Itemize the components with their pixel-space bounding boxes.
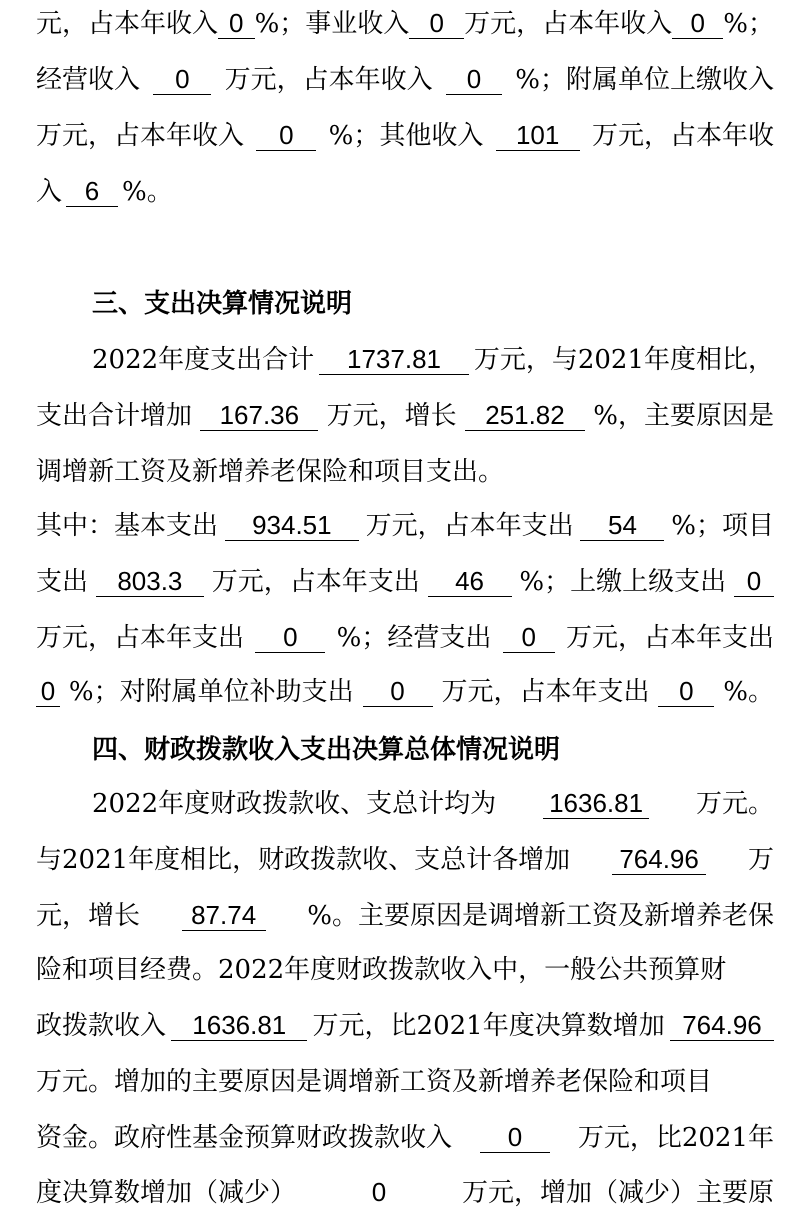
blank-value: 0 — [255, 622, 325, 653]
text: 万 — [747, 845, 774, 875]
blank-value: 101 — [496, 120, 580, 151]
blank-value: 0 — [734, 566, 774, 597]
text: 万元，占本年支出 — [211, 567, 420, 597]
text: 万元，占本年收入 — [464, 9, 673, 39]
text: %；事业收入 — [254, 9, 410, 39]
section-heading — [92, 284, 774, 324]
text: 2022年度财政拨款收、支总计均为 — [92, 789, 497, 819]
text-line — [36, 840, 774, 880]
text-line — [92, 340, 774, 380]
section-heading — [92, 730, 774, 770]
text: 万元，占本年支出 — [365, 511, 574, 541]
blank-value: 0 — [480, 1122, 550, 1153]
text-line — [36, 4, 774, 44]
text-line — [36, 672, 774, 712]
text-line — [36, 1006, 774, 1046]
text: %；附属单位上缴收入 — [515, 65, 774, 95]
text: 万元，占本年收入 — [224, 65, 433, 95]
text: %。 — [122, 177, 173, 207]
text: 支出合计增加 — [36, 401, 193, 431]
blank-value: 46 — [428, 566, 512, 597]
text: 万元。 — [695, 789, 774, 819]
text: %； — [723, 9, 774, 39]
text-line — [36, 396, 774, 436]
blank-value: 764.96 — [670, 1010, 774, 1041]
blank-value: 0 — [446, 64, 502, 95]
blank-value: 0 — [658, 676, 714, 707]
text: %；对附属单位补助支出 — [68, 677, 354, 707]
text: 元，增长 — [36, 901, 141, 931]
text-line — [36, 896, 774, 936]
blank-value: 0 — [503, 622, 555, 653]
blank-value: 934.51 — [225, 510, 359, 541]
blank-value: 167.36 — [200, 400, 318, 431]
text: 万元，占本年收 — [591, 121, 774, 151]
text: 政拨款收入 — [36, 1011, 167, 1041]
blank-value: 54 — [580, 510, 664, 541]
blank-value: 0 — [153, 64, 211, 95]
text: 万元，与2021年度相比， — [473, 345, 774, 375]
text: 2022年度支出合计 — [92, 345, 315, 375]
text: %；经营支出 — [336, 623, 492, 653]
text: 经营收入 — [36, 65, 141, 95]
blank-value: 87.74 — [182, 900, 266, 931]
text: 元，占本年收入 — [36, 9, 219, 39]
text: 万元，占本年支出 — [565, 623, 774, 653]
text: %。 — [723, 677, 774, 707]
text: 万元，比2021年 — [577, 1123, 774, 1153]
text: 万元，增长 — [326, 401, 457, 431]
text-line — [92, 784, 774, 824]
blank-value: 1636.81 — [543, 788, 649, 819]
blank-value: 0 — [256, 120, 316, 151]
text-line — [36, 1062, 774, 1102]
blank-value: 803.3 — [96, 566, 204, 597]
text: 支出 — [36, 567, 89, 597]
text-line — [36, 562, 774, 602]
heading-text: 四、财政拨款收入支出决算总体情况说明 — [92, 735, 561, 765]
text: %，主要原因是 — [593, 401, 774, 431]
text: 调增新工资及新增养老保险和项目支出。 — [36, 457, 505, 487]
text: 万元，占本年支出 — [36, 623, 245, 653]
text-line — [36, 1172, 774, 1212]
text: 万元，占本年收入 — [36, 121, 245, 151]
text-line — [36, 506, 774, 546]
text-line — [36, 60, 774, 100]
text: 万元，增加（减少）主要原 — [461, 1178, 774, 1208]
heading-text: 三、支出决算情况说明 — [92, 289, 353, 319]
blank-value: 764.96 — [612, 844, 706, 875]
text: 其中：基本支出 — [36, 511, 219, 541]
text: 险和项目经费。2022年度财政拨款收入中，一般公共预算财 — [36, 955, 727, 985]
text: 万元。增加的主要原因是调增新工资及新增养老保险和项目 — [36, 1067, 713, 1097]
value-text: 0 — [371, 1177, 387, 1207]
blank-value: 1636.81 — [171, 1010, 307, 1041]
blank-value: 0 — [36, 676, 60, 707]
text-line — [36, 618, 774, 658]
text-line — [36, 116, 774, 156]
text: 与2021年度相比，财政拨款收、支总计各增加 — [36, 845, 571, 875]
text: %；项目 — [671, 511, 774, 541]
text: 入 — [36, 177, 63, 207]
text: 资金。政府性基金预算财政拨款收入 — [36, 1123, 453, 1153]
text: %；上缴上级支出 — [519, 567, 727, 597]
text: 万元，比2021年度决算数增加 — [312, 1011, 665, 1041]
blank-value: 1737.81 — [319, 344, 469, 375]
text: %。主要原因是调增新工资及新增养老保 — [307, 901, 774, 931]
text-line — [36, 452, 774, 492]
text: %；其他收入 — [328, 121, 484, 151]
text: 度决算数增加（减少） — [36, 1178, 297, 1208]
text: 万元，占本年支出 — [441, 677, 650, 707]
blank-value: 0 — [363, 676, 433, 707]
text-line — [36, 950, 774, 990]
blank-value: 251.82 — [465, 400, 585, 431]
text-line — [36, 1118, 774, 1158]
text-line — [36, 172, 774, 212]
blank-value: 0 — [218, 8, 255, 39]
blank-value: 6 — [66, 176, 118, 207]
blank-value: 0 — [409, 8, 464, 39]
blank-value: 0 — [672, 8, 723, 39]
